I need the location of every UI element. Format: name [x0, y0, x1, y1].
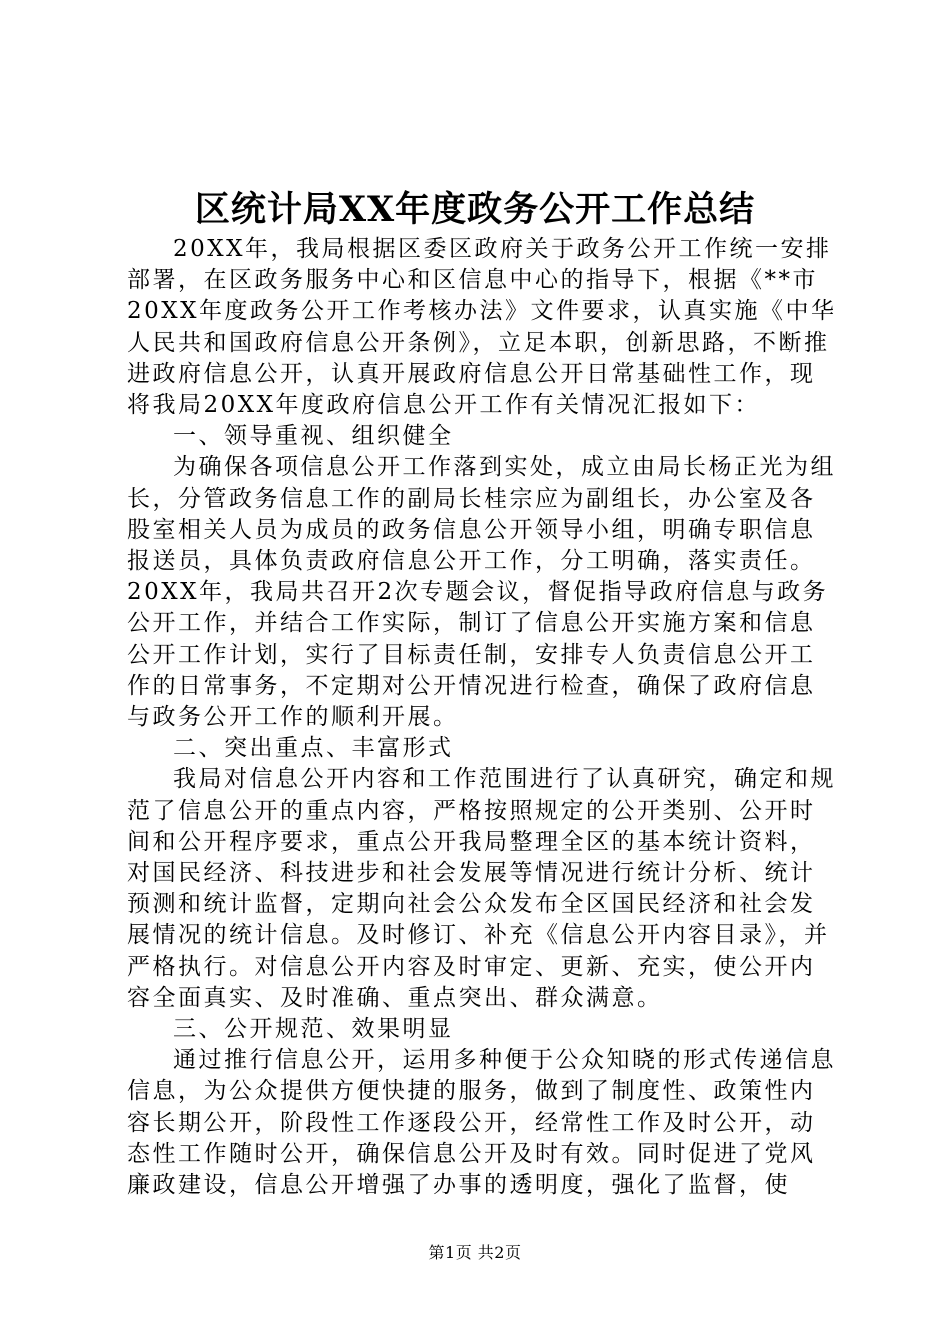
- intro-paragraph: 20XX年，我局根据区委区政府关于政务公开工作统一安排部署，在区政务服务中心和区信息中心的指导下，根据《**市20XX年度政务公开工作考核办法》文件要求，认真实施《中华人民共和国政府信息公开条例》，立足本职，创新思路，不断推进政府信息公开，认真开展政府信息公开日常基础性工作，现将我局20XX年度政府信息公开工作有关情况汇报如下：: [127, 236, 837, 419]
- document-title: 区统计局XX年度政务公开工作总结: [194, 189, 756, 230]
- section-heading-3: 三、公开规范、效果明显: [173, 1016, 454, 1043]
- section-heading-1: 一、领导重视、组织健全: [173, 423, 454, 450]
- document-body: [127, 234, 837, 1201]
- section-1-paragraph: 为确保各项信息公开工作落到实处，成立由局长杨正光为组长，分管政务信息工作的副局长桂宗应为副组长，办公室及各股室相关人员为成员的政务信息公开领导小组，明确专职信息报送员，具体负责政府信息公开工作，分工明确，落实责任。20XX年，我局共召开2次专题会议，督促指导政府信息与政务公开工作，并结合工作实际，制订了信息公开实施方案和信息公开工作计划，实行了目标责任制，安排专人负责信息公开工作的日常事务，不定期对公开情况进行检查，确保了政府信息与政务公开工作的顺利开展。: [127, 454, 836, 731]
- page-footer: 第1页 共2页: [428, 1243, 522, 1262]
- section-3-paragraph: 通过推行信息公开，运用多种便于公众知晓的形式传递信息信息，为公众提供方便快捷的服务，做到了制度性、政策性内容长期公开，阶段性工作逐段公开，经常性工作及时公开，动态性工作随时公开，确保信息公开及时有效。同时促进了党风廉政建设，信息公开增强了办事的透明度，强化了监督，使: [127, 1047, 836, 1199]
- section-heading-2: 二、突出重点、丰富形式: [173, 735, 454, 762]
- section-2-paragraph: 我局对信息公开内容和工作范围进行了认真研究，确定和规范了信息公开的重点内容，严格按照规定的公开类别、公开时间和公开程序要求，重点公开我局整理全区的基本统计资料，对国民经济、科技进步和社会发展等情况进行统计分析、统计预测和统计监督，定期向社会公众发布全区国民经济和社会发展情况的统计信息。及时修订、补充《信息公开内容目录》，并严格执行。对信息公开内容及时审定、更新、充实，使公开内容全面真实、及时准确、重点突出、群众满意。: [127, 766, 836, 1011]
